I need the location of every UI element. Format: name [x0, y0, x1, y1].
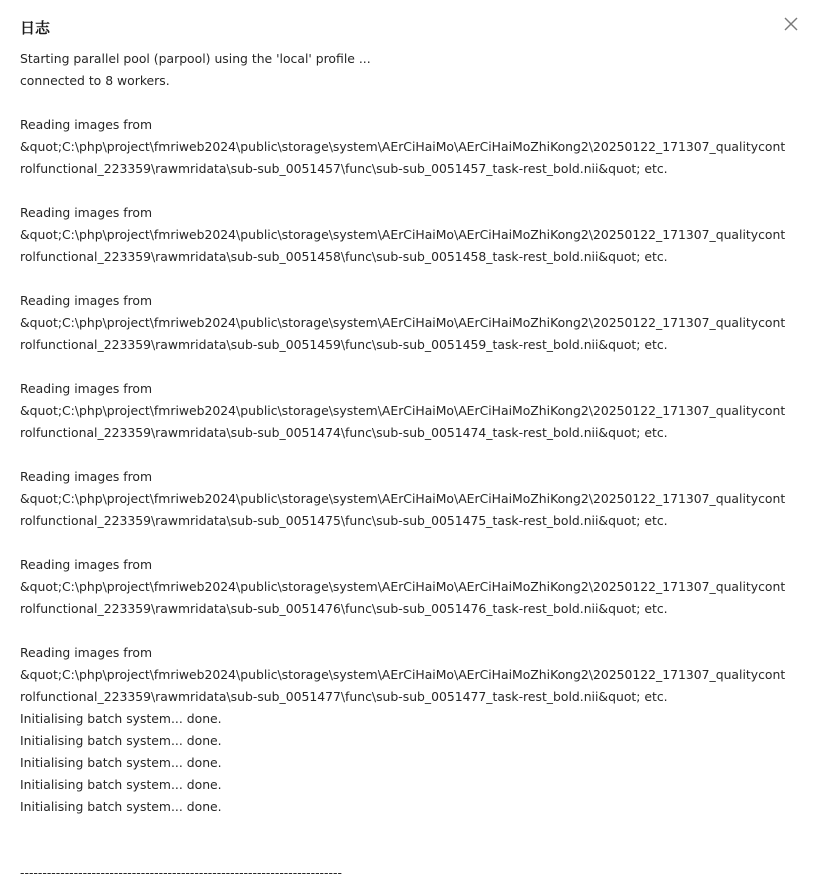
log-line: rolfunctional_223359\rawmridata\sub-sub_0051458\func\sub-sub_0051458_task-rest_bold.nii&quot; etc. [20, 249, 668, 264]
log-line: Reading images from [20, 645, 153, 660]
log-line: rolfunctional_223359\rawmridata\sub-sub_0051457\func\sub-sub_0051457_task-rest_bold.nii&quot; etc. [20, 161, 668, 176]
log-line: Initialising batch system... done. [20, 799, 222, 814]
log-line [20, 92, 798, 114]
log-line [20, 180, 798, 202]
log-line: ------------------------------------------------------------------------ [20, 865, 342, 880]
log-line: Reading images from [20, 469, 153, 484]
log-line: Reading images from [20, 205, 153, 220]
log-line: Initialising batch system... done. [20, 711, 222, 726]
log-line: Initialising batch system... done. [20, 733, 222, 748]
log-line: &quot;C:\php\project\fmriweb2024\public\storage\system\AErCiHaiMo\AErCiHaiMoZhiKong2\20250122_171307_qualitycont [20, 491, 786, 506]
log-line: &quot;C:\php\project\fmriweb2024\public\storage\system\AErCiHaiMo\AErCiHaiMoZhiKong2\20250122_171307_qualitycont [20, 667, 786, 682]
log-line [20, 532, 798, 554]
log-line: rolfunctional_223359\rawmridata\sub-sub_0051477\func\sub-sub_0051477_task-rest_bold.nii&quot; etc. [20, 689, 668, 704]
dialog-title: 日志 [20, 19, 51, 37]
log-line [20, 268, 798, 290]
log-line [20, 840, 798, 862]
log-line: rolfunctional_223359\rawmridata\sub-sub_0051476\func\sub-sub_0051476_task-rest_bold.nii&quot; etc. [20, 601, 668, 616]
log-line: Reading images from [20, 557, 153, 572]
log-line: rolfunctional_223359\rawmridata\sub-sub_0051474\func\sub-sub_0051474_task-rest_bold.nii&quot; etc. [20, 425, 668, 440]
log-line: &quot;C:\php\project\fmriweb2024\public\storage\system\AErCiHaiMo\AErCiHaiMoZhiKong2\20250122_171307_qualitycont [20, 579, 786, 594]
log-line: Reading images from [20, 117, 153, 132]
log-line [20, 620, 798, 642]
log-line: rolfunctional_223359\rawmridata\sub-sub_0051475\func\sub-sub_0051475_task-rest_bold.nii&quot; etc. [20, 513, 668, 528]
log-line: &quot;C:\php\project\fmriweb2024\public\storage\system\AErCiHaiMo\AErCiHaiMoZhiKong2\20250122_171307_qualitycont [20, 403, 786, 418]
log-line: Initialising batch system... done. [20, 777, 222, 792]
log-line: connected to 8 workers. [20, 73, 170, 88]
close-icon [780, 13, 802, 35]
log-line: rolfunctional_223359\rawmridata\sub-sub_0051459\func\sub-sub_0051459_task-rest_bold.nii&quot; etc. [20, 337, 668, 352]
log-line: &quot;C:\php\project\fmriweb2024\public\storage\system\AErCiHaiMo\AErCiHaiMoZhiKong2\20250122_171307_qualitycont [20, 227, 786, 242]
log-line: Reading images from [20, 293, 153, 308]
log-line: Reading images from [20, 381, 153, 396]
log-line: Starting parallel pool (parpool) using the 'local' profile ... [20, 51, 371, 66]
log-line: &quot;C:\php\project\fmriweb2024\public\storage\system\AErCiHaiMo\AErCiHaiMoZhiKong2\20250122_171307_qualitycont [20, 315, 786, 330]
log-line [20, 444, 798, 466]
log-line [20, 356, 798, 378]
log-line: &quot;C:\php\project\fmriweb2024\public\storage\system\AErCiHaiMo\AErCiHaiMoZhiKong2\20250122_171307_qualitycont [20, 139, 786, 154]
log-line: Initialising batch system... done. [20, 755, 222, 770]
close-button[interactable] [780, 13, 802, 35]
log-line [20, 818, 798, 840]
log-output [20, 48, 798, 884]
